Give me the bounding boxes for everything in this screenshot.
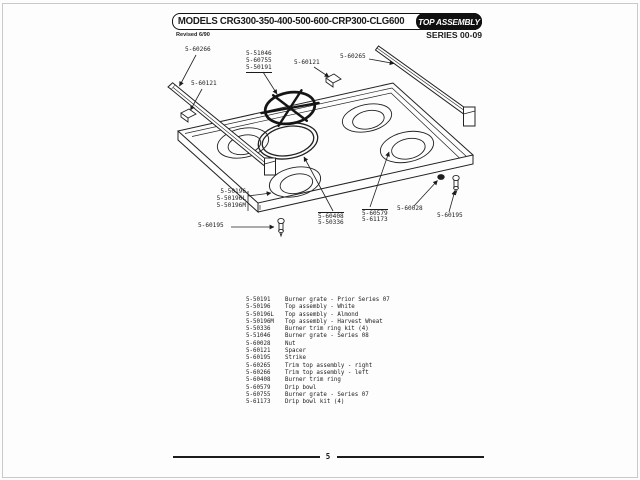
part-label-nut: 5-60028 (397, 205, 423, 212)
part-description: Burner trim ring (285, 377, 341, 384)
top-assembly-badge: TOP ASSEMBLY (416, 13, 482, 30)
parts-list-row (246, 377, 446, 384)
part-label-spacer-top: 5-60121 (294, 59, 320, 66)
part-label-trim-right: 5-60265 (340, 53, 366, 60)
part-number: 5-50196L (246, 311, 274, 318)
part-description: Burner grate - Prior Series 07 (285, 297, 390, 303)
nut-part (438, 175, 444, 180)
right-trim-rail (376, 46, 476, 126)
part-description: Trim top assembly - left (285, 369, 369, 376)
part-label-strike-right: 5-60195 (437, 212, 463, 219)
part-number: 5-60195 (246, 355, 271, 362)
part-number: 5-50191 (246, 297, 271, 303)
part-number: 5-60408 (246, 377, 271, 384)
part-label-trim-ring: 5-60408 (318, 212, 344, 220)
spacer-clip-top (326, 74, 341, 87)
part-label-grate-s08: 5-51046 (246, 50, 272, 57)
strike-pin-left (278, 218, 284, 236)
part-description: Burner grate - Series 07 (285, 391, 369, 398)
parts-list-row (246, 326, 446, 333)
spacer-clip-left (181, 109, 196, 122)
parts-list (246, 297, 446, 406)
part-number: 5-60121 (246, 348, 271, 355)
part-description: Burner grate - Series 08 (285, 333, 369, 340)
part-number: 5-60265 (246, 362, 271, 369)
part-label-spacer-left: 5-60121 (191, 80, 217, 87)
revised-date: Revised 6/90 (176, 32, 210, 38)
parts-list-row (246, 370, 446, 377)
parts-list-row (246, 312, 446, 319)
parts-list-row (246, 399, 446, 406)
part-label-top-almond: 5-50196L (216, 195, 246, 202)
part-description: Top assembly - White (285, 304, 355, 311)
parts-list-row (246, 341, 446, 348)
part-label-drip-bowl: 5-60579 (362, 209, 388, 217)
part-description: Burner trim ring kit (4) (285, 326, 369, 333)
part-label-trim-left: 5-60266 (185, 46, 211, 53)
parts-list-row (246, 304, 446, 311)
strike-pin-right (453, 175, 459, 193)
part-description: Drip bowl (285, 384, 317, 391)
page-number: 5 (325, 451, 331, 461)
part-number: 5-50336 (246, 326, 271, 333)
part-label-top-harvest: 5-50196M (216, 202, 246, 209)
part-number: 5-60579 (246, 384, 271, 391)
parts-list-row (246, 385, 446, 392)
part-number: 5-61173 (246, 399, 271, 406)
parts-list-row (246, 297, 446, 304)
parts-list-row (246, 348, 446, 355)
part-label-grate-s07: 5-60755 (246, 57, 272, 64)
part-number: 5-60266 (246, 369, 271, 376)
part-description: Top assembly - Harvest Wheat (285, 318, 383, 325)
parts-list-row (246, 392, 446, 399)
models-title: MODELS CRG300-350-400-500-600-CRP300-CLG600 (177, 16, 405, 27)
part-label-strike-left: 5-60195 (198, 222, 224, 229)
part-number: 5-50196 (246, 304, 271, 311)
parts-list-row (246, 333, 446, 340)
part-label-top-white: 5-50196 (220, 188, 246, 195)
part-label-grate-prior: 5-50191 (246, 64, 272, 71)
parts-list-row (246, 319, 446, 326)
series-label: SERIES 00-09 (426, 30, 482, 40)
part-number: 5-50196M (246, 318, 274, 325)
part-description: Spacer (285, 348, 306, 355)
footer-rule-left (173, 456, 320, 458)
parts-list-row (246, 355, 446, 362)
part-description: Drip bowl kit (4) (285, 399, 345, 406)
part-label-drip-bowl-kit: 5-61173 (362, 216, 388, 223)
footer-rule-right (337, 456, 484, 458)
burner-grate (259, 88, 322, 129)
part-number: 5-60028 (246, 340, 271, 347)
part-description: Top assembly - Almond (285, 311, 359, 318)
burner-trim-ring (255, 119, 320, 164)
part-description: Strike (285, 355, 306, 362)
part-label-trim-ring-kit: 5-50336 (318, 219, 344, 226)
part-number: 5-60755 (246, 391, 271, 398)
part-description: Nut (285, 340, 296, 347)
parts-list-row (246, 363, 446, 370)
part-description: Trim top assembly - right (285, 362, 373, 369)
part-number: 5-51046 (246, 333, 271, 340)
